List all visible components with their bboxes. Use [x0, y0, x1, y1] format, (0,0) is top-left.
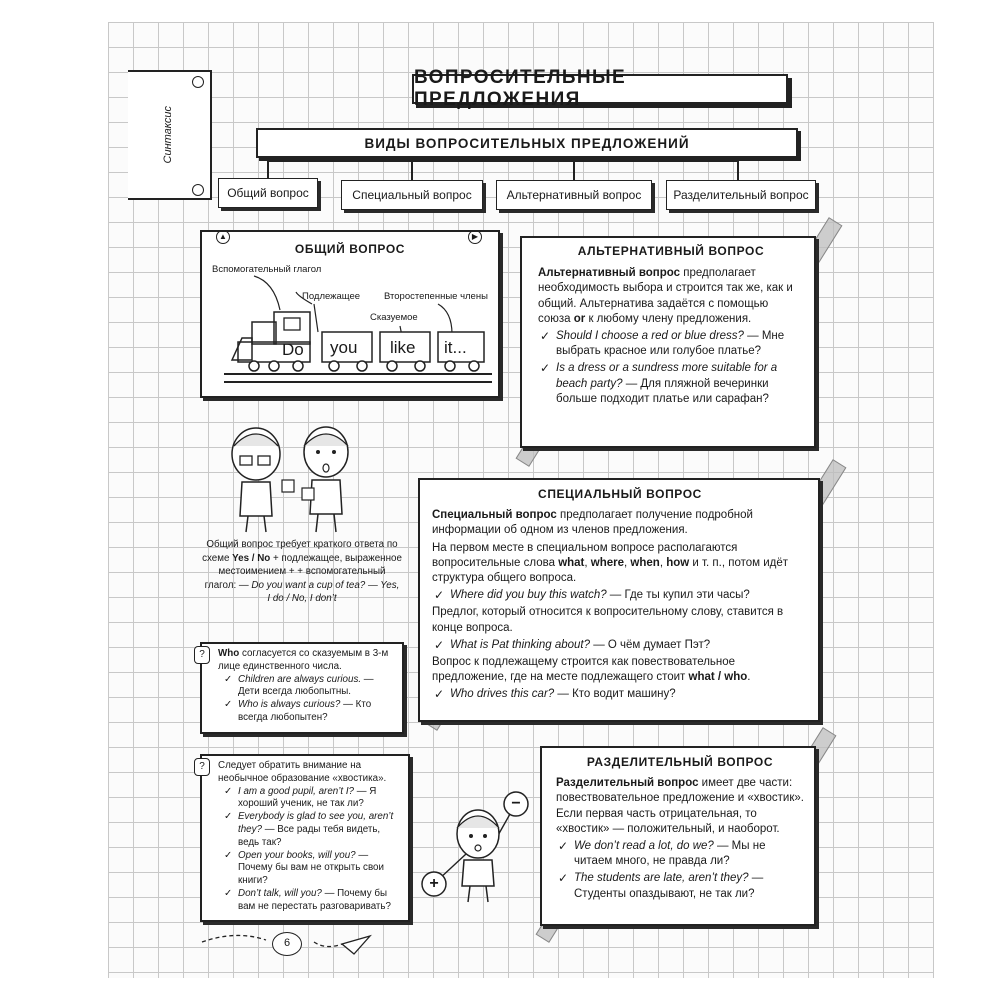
disjunctive-example-2: ✓ The students are late, aren’t they? — Студенты опаздывают, не так ли? — [556, 871, 804, 901]
who-note-example-1: ✓ Children are always curious. — Дети всегда любопытны. — [224, 673, 374, 698]
special-paragraph-2: На первом месте в специальном вопросе располагаются вопросительные слова what, where, when, how и т. п., потом идёт структура общего вопроса. — [432, 541, 789, 585]
tag-note-example-3: ✓ Open your books, will you? — Почему бы вам не открыть свои книги? — [224, 849, 384, 887]
special-paragraph-4: Вопрос к подлежащему строится как повествовательное предложение, где на месте подлежащего стоит what / who. — [432, 656, 751, 684]
wagon-word-you: you — [330, 338, 358, 357]
type-pill-disjunctive: Разделительный вопрос — [666, 180, 816, 210]
tag-note-example-4: ✓ Don’t talk, will you? — Почему бы вам не перестать разговаривать? — [224, 887, 391, 912]
special-question-card — [418, 478, 820, 722]
alternative-question-title: АЛЬТЕРНАТИВНЫЙ ВОПРОС — [577, 244, 765, 258]
alternative-example-2: ✓ Is a dress or a sundress more suitable for a beach party? — Для пляжной вечеринки больше подходит платье или сарафан? — [538, 361, 804, 407]
label-subject: Подлежащее — [302, 291, 361, 302]
who-note-text: Who согласуется со сказуемым в 3-м лице единственного числа. — [218, 648, 389, 672]
type-pill-alternative: Альтернативный вопрос — [496, 180, 652, 210]
who-note-example-2: ✓ Who is always curious? — Кто всегда любопытен? — [224, 699, 372, 723]
disjunctive-example-1: ✓ We don’t read a lot, do we? — Мы не читаем много, не правда ли? — [556, 839, 804, 869]
triangle-icon: ▲ — [216, 230, 230, 244]
page-title: ВОПРОСИТЕЛЬНЫЕ ПРЕДЛОЖЕНИЯ — [414, 67, 627, 110]
general-question-card — [200, 230, 500, 398]
special-paragraph-1: Специальный вопрос предполагает получение подробной информации об одном из членов предложения. — [432, 509, 753, 537]
minus-sign: − — [511, 795, 521, 812]
wagon-word-it: it... — [444, 338, 467, 357]
tag-note-example-1: ✓ I am a good pupil, aren’t I? — Я хороший ученик, не так ли? — [224, 785, 377, 810]
kids-illustration — [214, 424, 374, 536]
wagon-word-like: like — [390, 338, 416, 357]
special-example-2: ✓ What is Pat thinking about? — О чём думает Пэт? — [432, 638, 808, 653]
play-icon: ▶ — [468, 230, 482, 244]
banner-title: ВИДЫ ВОПРОСИТЕЛЬНЫХ ПРЕДЛОЖЕНИЙ — [364, 135, 690, 151]
special-paragraph-3: Предлог, который относится к вопросительному слову, ставится в конце вопроса. — [432, 606, 784, 634]
train-illustration — [202, 232, 498, 396]
type-pill-special: Специальный вопрос — [341, 180, 483, 210]
special-example-3: ✓ Who drives this car? — Кто водит машину? — [432, 687, 808, 702]
tag-note-text: Следует обратить внимание на необычное образование «хвостика». — [218, 760, 387, 784]
wagon-word-do: Do — [282, 340, 304, 359]
disjunctive-question-title: РАЗДЕЛИТЕЛЬНЫЙ ВОПРОС — [586, 755, 774, 769]
general-question-note: Общий вопрос требует краткого ответа по схеме Yes / No + подлежащее, выраженное местоимением + + вспомогательный глагол: — Do you want a cup of tea? — Yes, I do / No, I don’t — [202, 539, 402, 604]
general-question-title: ОБЩИЙ ВОПРОС — [294, 242, 406, 256]
page-number: 6 — [272, 932, 302, 956]
side-label: Синтаксис — [162, 106, 174, 164]
idea-icon: ? — [194, 758, 210, 776]
disjunctive-question-card — [540, 746, 816, 926]
tag-note-card — [200, 754, 410, 922]
idea-icon: ? — [194, 646, 210, 664]
plus-sign: + — [429, 875, 439, 892]
label-predicate: Сказуемое — [370, 312, 418, 323]
special-question-title: СПЕЦИАЛЬНЫЙ ВОПРОС — [538, 487, 702, 501]
banner — [256, 128, 798, 158]
who-note-card — [200, 642, 404, 734]
tag-note-example-2: ✓ Everybody is glad to see you, aren’t they? — Все рады тебя видеть, ведь так? — [224, 811, 394, 848]
type-pill-general: Общий вопрос — [218, 178, 318, 208]
disjunctive-paragraph: Разделительный вопрос имеет две части: повествовательное предложение и «хвостик». Если первая часть отрицательная, то «хвостик» — положительный, и наоборот. — [556, 777, 804, 835]
special-example-1: ✓ Where did you buy this watch? — Где ты купил эти часы? — [432, 588, 808, 603]
alternative-question-card — [520, 236, 816, 448]
alternative-example-1: ✓ Should I choose a red or blue dress? — Мне выбрать красное или голубое платье? — [538, 329, 804, 359]
label-secondary-members: Второстепенные члены — [384, 291, 488, 302]
alternative-intro: Альтернативный вопрос предполагает необходимость выбора и строится так же, как и общий. Альтернатива задаётся с помощью союза or к любому члену предложения. — [538, 267, 793, 325]
label-auxiliary-verb: Вспомогательный глагол — [212, 264, 322, 275]
